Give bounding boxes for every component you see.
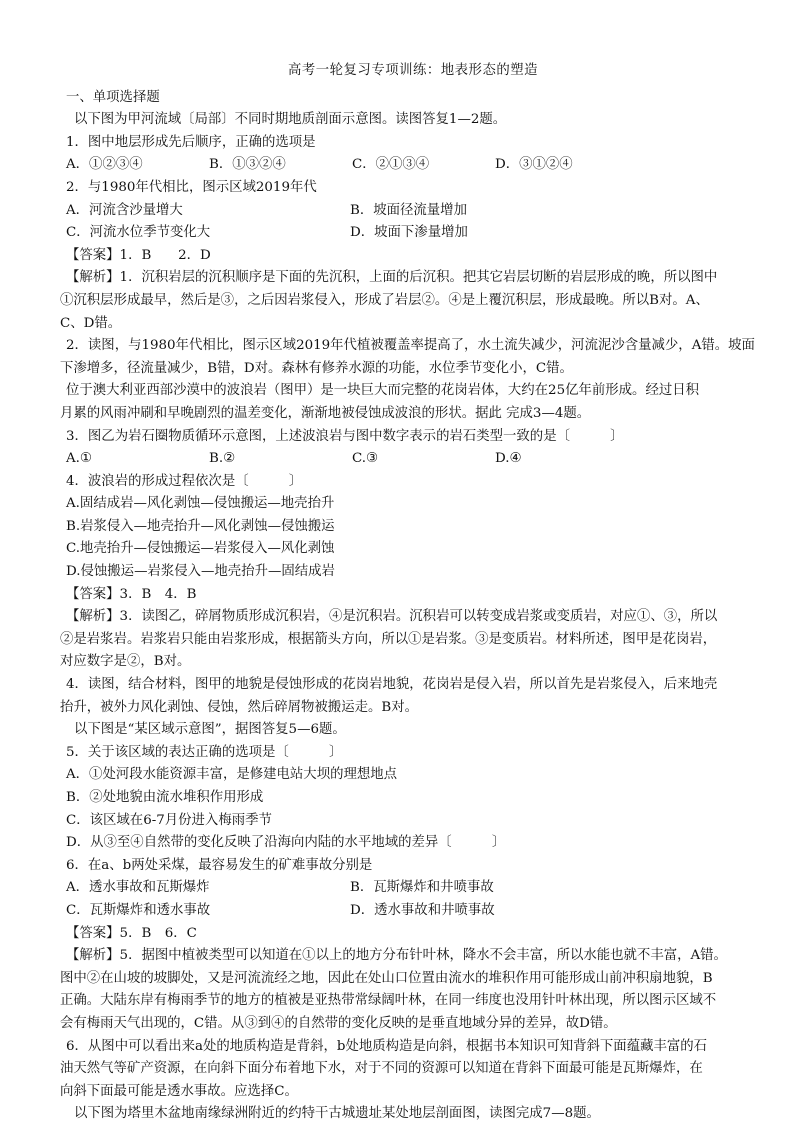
option-5b: B．②处地貌由流水堆积作用形成	[66, 790, 264, 805]
option-4b: B.岩浆侵入—地壳抬升—风化剥蚀—侵蚀搬运	[66, 518, 335, 534]
option-1a: A．①②③④	[66, 157, 143, 173]
section-heading: 一、单项选择题	[66, 89, 160, 105]
option-3b: B.②	[209, 451, 236, 467]
option-2c: C．河流水位季节变化大	[66, 225, 211, 241]
option-5d: D．从③至④自然带的变化反映了沿海向内陆的水平地域的差异〔 〕	[66, 835, 506, 851]
option-3d: D.④	[495, 451, 522, 467]
analysis-1-line2: ①沉积层形成最早，然后是③，之后因岩浆侵入，形成了岩层②。④是上覆沉积层，形成最晚。所以B对。A、	[60, 292, 709, 308]
option-6a: A．透水事故和瓦斯爆炸	[66, 880, 210, 896]
analysis-4-line1: 4．读图，结合材料，图甲的地貌是侵蚀形成的花岗岩地貌，花岗岩是侵入岩，所以首先是岩浆侵入，后来地壳	[66, 677, 718, 693]
question-5: 5．关于该区域的表达正确的选项是〔 〕	[66, 744, 343, 760]
question-1-options	[60, 154, 766, 177]
analysis-2-line2: 下渗增多，径流量减少，B错，D对。森林有修养水源的功能，水位季节变化小，C错。	[60, 360, 573, 376]
passage-intro-1-2: 以下图为甲河流域〔局部〕不同时期地质剖面示意图。读图答复1—2题。	[74, 112, 507, 128]
analysis-3-line1: 【解析】3．读图乙，碎屑物质形成沉积岩，④是沉积岩。沉积岩可以转变成岩浆或变质岩，对应①、③，所以	[66, 609, 718, 625]
analysis-5-line3: 正确。大陆东岸有梅雨季节的地方的植被是亚热带常绿阔叶林，在同一纬度也没用针叶林出现，所以图示区域不	[60, 993, 717, 1009]
answer-5-6: 【答案】5．B 6．C	[66, 925, 197, 941]
question-2: 2．与1980年代相比，图示区域2019年代	[66, 179, 317, 195]
question-6-options-row2	[60, 900, 766, 923]
option-1c: C．②①③④	[352, 157, 430, 173]
question-2-options-row1	[60, 200, 766, 223]
analysis-4-line2: 抬升，被外力风化剥蚀、侵蚀，然后碎屑物被搬运走。B对。	[60, 699, 418, 715]
option-3a: A.①	[66, 451, 92, 467]
question-1: 1．图中地层形成先后顺序，正确的选项是	[66, 134, 316, 150]
question-4: 4．波浪岩的形成过程依次是〔 〕	[66, 473, 303, 489]
analysis-1-line3: C、D错。	[60, 315, 122, 331]
passage-intro-3-4-line1: 位于澳大利亚西部沙漠中的波浪岩（图甲）是一块巨大而完整的花岗岩体，大约在25亿年前形成。经过日积	[66, 383, 700, 399]
option-4c: C.地壳抬升—侵蚀搬运—岩浆侵入—风化剥蚀	[66, 541, 335, 557]
page-title: 高考一轮复习专项训练：地表形态的塑造	[287, 63, 539, 78]
analysis-6-line2: 油天然气等矿产资源，在向斜下面分布着地下水，对于不同的资源可以知道在背斜下面最可能是瓦斯爆炸，在	[60, 1061, 703, 1077]
option-3c: C.③	[352, 451, 379, 467]
question-2-options-row2	[60, 222, 766, 245]
option-4d: D.侵蚀搬运—岩浆侵入—地壳抬升—固结成岩	[66, 564, 335, 580]
passage-intro-5-6: 以下图是“某区域示意图”，据图答复5—6题。	[74, 722, 346, 738]
analysis-3-line2: ②是岩浆岩。岩浆岩只能由岩浆形成，根据箭头方向，所以①是岩浆。③是变质岩。材料所述，图甲是花岗岩，	[60, 631, 717, 647]
option-2d: D．坡面下渗量增加	[350, 225, 468, 241]
option-5c: C．该区域在6-7月份进入梅雨季节	[66, 812, 272, 828]
analysis-5-line2: 图中②在山坡的坡脚处，又是河流流经之地，因此在处山口位置由流水的堆积作用可能形成山前冲积扇地貌，B	[60, 970, 713, 986]
option-6c: C．瓦斯爆炸和透水事故	[66, 902, 211, 918]
question-3: 3．图乙为岩石圈物质循环示意图，上述波浪岩与图中数字表示的岩石类型一致的是〔 〕	[66, 428, 624, 444]
analysis-3-line3: 对应数字是②，B对。	[60, 654, 191, 670]
analysis-1-line1: 【解析】1．沉积岩层的沉积顺序是下面的先沉积，上面的后沉积。把其它岩层切断的岩层形成的晚，所以图中	[66, 270, 718, 286]
question-6-options-row1	[60, 877, 766, 900]
option-4a: A.固结成岩—风化剥蚀—侵蚀搬运—地壳抬升	[66, 496, 335, 512]
option-1d: D．③①②④	[495, 157, 573, 173]
analysis-6-line3: 向斜下面最可能是透水事故。应选择C。	[60, 1083, 298, 1099]
analysis-6-line1: 6．从图中可以看出来a处的地质构造是背斜，b处地质构造是向斜，根据书本知识可知背斜下面蕴藏丰富的石	[66, 1038, 708, 1054]
question-6: 6．在a、b两处采煤，最容易发生的矿难事故分别是	[66, 857, 373, 873]
option-5a: A．①处河段水能资源丰富，是修建电站大坝的理想地点	[66, 767, 398, 783]
option-2b: B．坡面径流量增加	[350, 202, 467, 218]
option-2a: A．河流含沙量增大	[66, 202, 183, 218]
option-6d: D．透水事故和井喷事故	[350, 902, 495, 918]
answer-1-2: 【答案】1．B 2．D	[66, 247, 211, 263]
passage-intro-3-4-line2: 月累的风雨冲刷和早晚剧烈的温差变化，渐渐地被侵蚀成波浪的形状。据此 完成3—4题。	[60, 405, 591, 421]
passage-intro-7-8: 以下图为塔里木盆地南缘绿洲附近的约特干古城遗址某处地层剖面图，读图完成7—8题。	[74, 1106, 600, 1122]
analysis-5-line1: 【解析】5．据图中植被类型可以知道在①以上的地方分布针叶林，降水不会丰富，所以水能也就不丰富，A错。	[66, 948, 727, 964]
analysis-5-line4: 会有梅雨天气出现的，C错。从③到④的自然带的变化反映的是垂直地域分异的差异，故D错。	[60, 1015, 617, 1031]
answer-3-4: 【答案】3．B 4．B	[66, 586, 197, 602]
option-1b: B．①③②④	[209, 157, 286, 173]
analysis-2-line1: 2．读图，与1980年代相比，图示区域2019年代植被覆盖率提高了，水土流失减少，河流泥沙含量减少，A错。坡面	[66, 338, 755, 354]
option-6b: B．瓦斯爆炸和井喷事故	[350, 880, 494, 896]
question-3-options	[60, 448, 766, 471]
